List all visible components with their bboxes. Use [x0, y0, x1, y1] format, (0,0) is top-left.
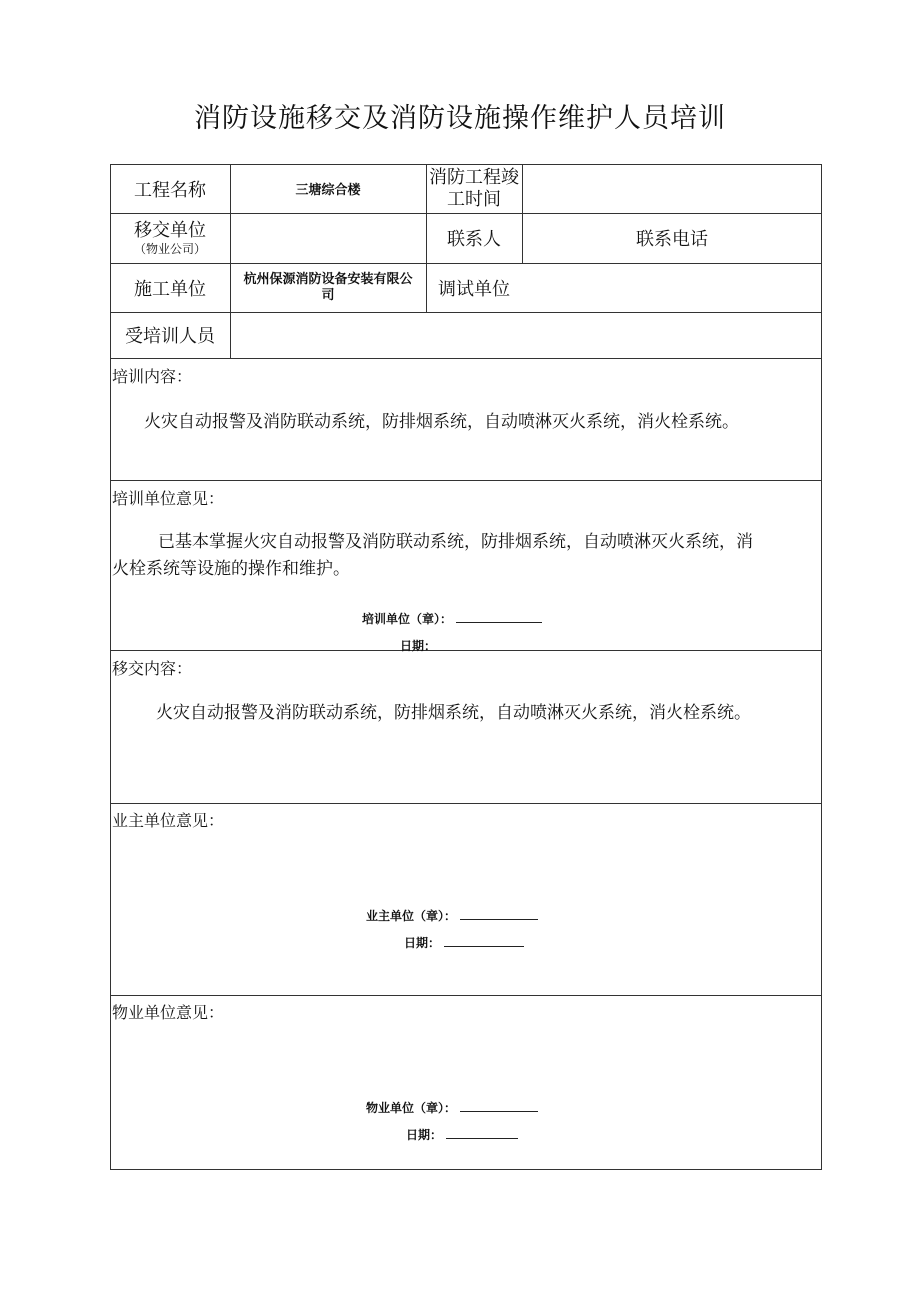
training-opinion-body-line2: 火栓系统等设施的操作和维护。: [112, 559, 350, 579]
completion-time-value[interactable]: [522, 164, 822, 213]
completion-time-label: 消防工程竣 工时间: [429, 166, 519, 210]
project-name-label: 工程名称: [134, 179, 206, 201]
project-name-value[interactable]: 三塘综合楼: [295, 183, 361, 198]
contact-phone-label: 联系电话: [636, 229, 708, 250]
trainees-label: 受培训人员: [125, 326, 215, 347]
commissioning-unit-label: 调试单位: [438, 278, 510, 300]
training-opinion-body-line1: 已基本掌握火灾自动报警及消防联动系统，防排烟系统，自动喷淋灭火系统，消: [158, 532, 753, 552]
property-date-line: 日期：: [406, 1126, 518, 1143]
signature-blank[interactable]: [460, 907, 538, 920]
contact-person-label: 联系人: [447, 229, 501, 250]
training-seal-line: 培训单位（章）：: [362, 610, 542, 627]
property-opinion-heading: 物业单位意见：: [112, 1003, 225, 1022]
owner-opinion-heading: 业主单位意见：: [112, 811, 225, 830]
handover-unit-value[interactable]: [230, 213, 426, 263]
row-divider: [110, 995, 822, 996]
handover-unit-label: 移交单位 （物业公司）: [133, 220, 206, 256]
date-blank[interactable]: [446, 1126, 518, 1139]
training-content-heading: 培训内容：: [112, 367, 193, 386]
row-divider: [110, 480, 822, 481]
document-title: 消防设施移交及消防设施操作维护人员培训: [194, 103, 726, 134]
construction-unit-value[interactable]: 杭州保源消防设备安装有限公 司: [243, 271, 413, 303]
row-divider: [110, 358, 822, 359]
construction-unit-label: 施工单位: [134, 278, 206, 300]
trainees-value[interactable]: [230, 312, 822, 358]
owner-date-line: 日期：: [404, 934, 524, 951]
handover-content-body: 火灾自动报警及消防联动系统，防排烟系统，自动喷淋灭火系统，消火栓系统。: [156, 703, 751, 723]
row-divider: [110, 803, 822, 804]
owner-seal-line: 业主单位（章）：: [366, 907, 538, 924]
handover-content-heading: 移交内容：: [112, 659, 193, 678]
row-divider: [110, 650, 822, 651]
property-seal-line: 物业单位（章）：: [366, 1099, 538, 1116]
date-blank[interactable]: [444, 934, 524, 947]
signature-blank[interactable]: [460, 1099, 538, 1112]
training-content-body: 火灾自动报警及消防联动系统，防排烟系统，自动喷淋灭火系统，消火栓系统。: [144, 412, 739, 432]
signature-blank[interactable]: [456, 610, 542, 623]
training-opinion-heading: 培训单位意见：: [112, 489, 225, 508]
training-date-line: 日期：: [400, 639, 437, 653]
